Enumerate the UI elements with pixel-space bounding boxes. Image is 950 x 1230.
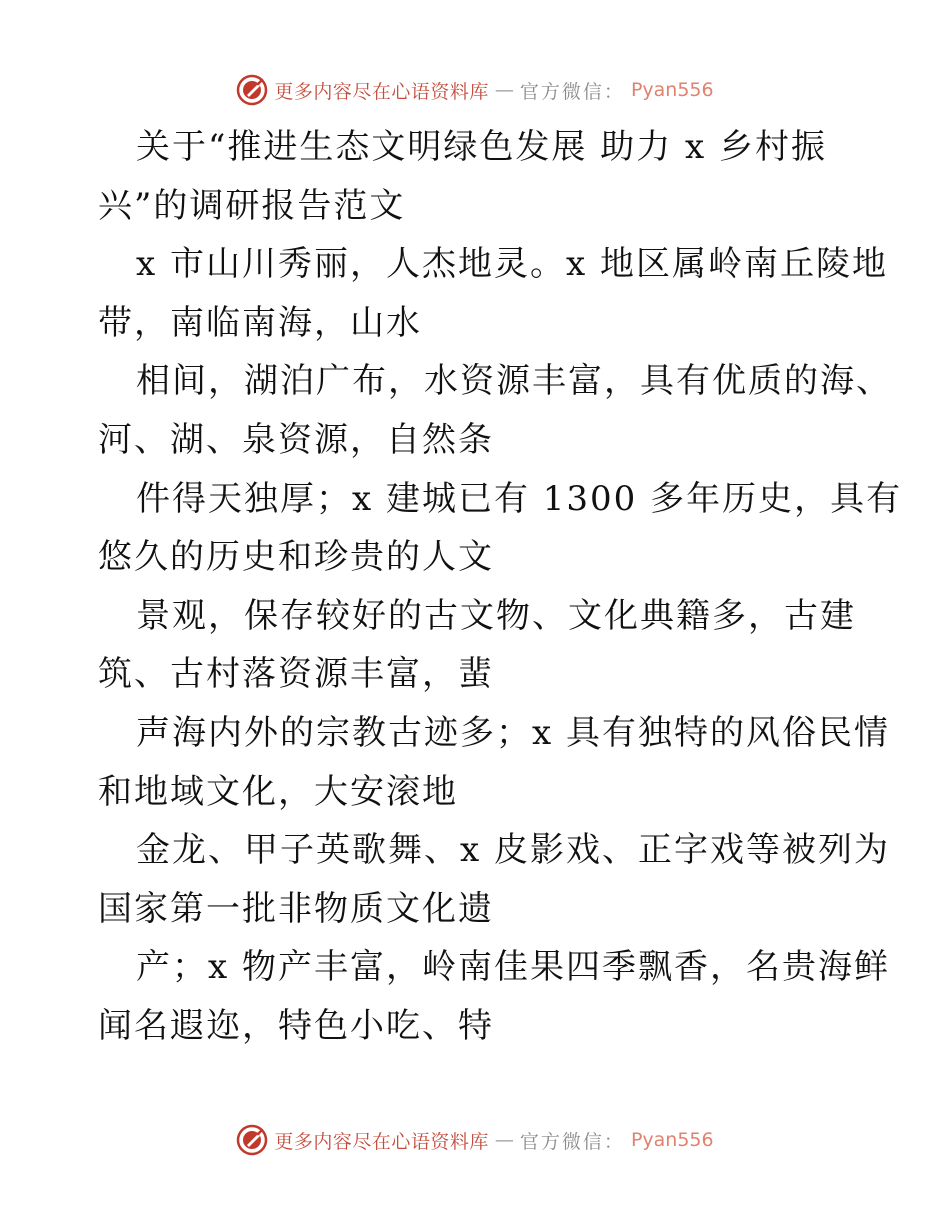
paragraph bbox=[98, 704, 890, 821]
watermark-wechat-id: Pyan556 bbox=[630, 1129, 714, 1151]
paragraph-line: 悠久的历史和珍贵的人文 bbox=[98, 537, 494, 578]
paragraph bbox=[98, 938, 890, 1055]
paragraph bbox=[98, 821, 890, 938]
paragraph-line: 关于“推进生态文明绿色发展 助力 x 乡村振 bbox=[136, 127, 827, 167]
document-body bbox=[98, 118, 903, 1056]
paragraph bbox=[98, 470, 903, 587]
paragraph-line: 带，南临南海，山水 bbox=[98, 302, 422, 343]
paragraph-line: 河、湖、泉资源，自然条 bbox=[98, 419, 494, 460]
paragraph-line: 金龙、甲子英歌舞、x 皮影戏、正字戏等被列为 bbox=[136, 830, 890, 871]
watermark-official-label: 官方微信： bbox=[519, 1130, 625, 1153]
watermark-text: 更多内容尽在心语资料库 bbox=[274, 80, 489, 103]
paragraph-line: 和地域文化，大安滚地 bbox=[98, 771, 458, 812]
watermark-text: 更多内容尽在心语资料库 bbox=[274, 1130, 489, 1153]
paragraph bbox=[98, 235, 888, 352]
paragraph-line: 兴”的调研报告范文 bbox=[98, 185, 406, 226]
paragraph-line: 景观，保存较好的古文物、文化典籍多，古建 bbox=[136, 595, 856, 636]
pen-logo-icon bbox=[236, 74, 268, 106]
footer-watermark bbox=[0, 1124, 950, 1156]
pen-logo-icon bbox=[236, 1124, 268, 1156]
paragraph bbox=[98, 587, 858, 704]
paragraph bbox=[98, 352, 892, 469]
watermark-separator: — bbox=[494, 79, 514, 101]
paragraph-line: x 市山川秀丽，人杰地灵。x 地区属岭南丘陵地 bbox=[136, 244, 888, 285]
header-watermark bbox=[0, 74, 950, 106]
watermark-official-label: 官方微信： bbox=[519, 80, 625, 103]
paragraph-line: 闻名遐迩，特色小吃、特 bbox=[98, 1005, 494, 1046]
watermark-wechat-id: Pyan556 bbox=[630, 79, 714, 101]
paragraph-line: 国家第一批非物质文化遗 bbox=[98, 888, 494, 929]
paragraph-line: 产；x 物产丰富，岭南佳果四季飘香，名贵海鲜 bbox=[136, 947, 890, 988]
paragraph-line: 筑、古村落资源丰富，蜚 bbox=[98, 654, 494, 695]
watermark-separator: — bbox=[494, 1129, 514, 1151]
paragraph-line: 相间，湖泊广布，水资源丰富，具有优质的海、 bbox=[136, 361, 892, 402]
paragraph-line: 件得天独厚；x 建城已有 1300 多年历史，具有 bbox=[136, 478, 903, 519]
paragraph bbox=[98, 118, 858, 235]
paragraph-line: 声海内外的宗教古迹多；x 具有独特的风俗民情 bbox=[136, 712, 890, 753]
